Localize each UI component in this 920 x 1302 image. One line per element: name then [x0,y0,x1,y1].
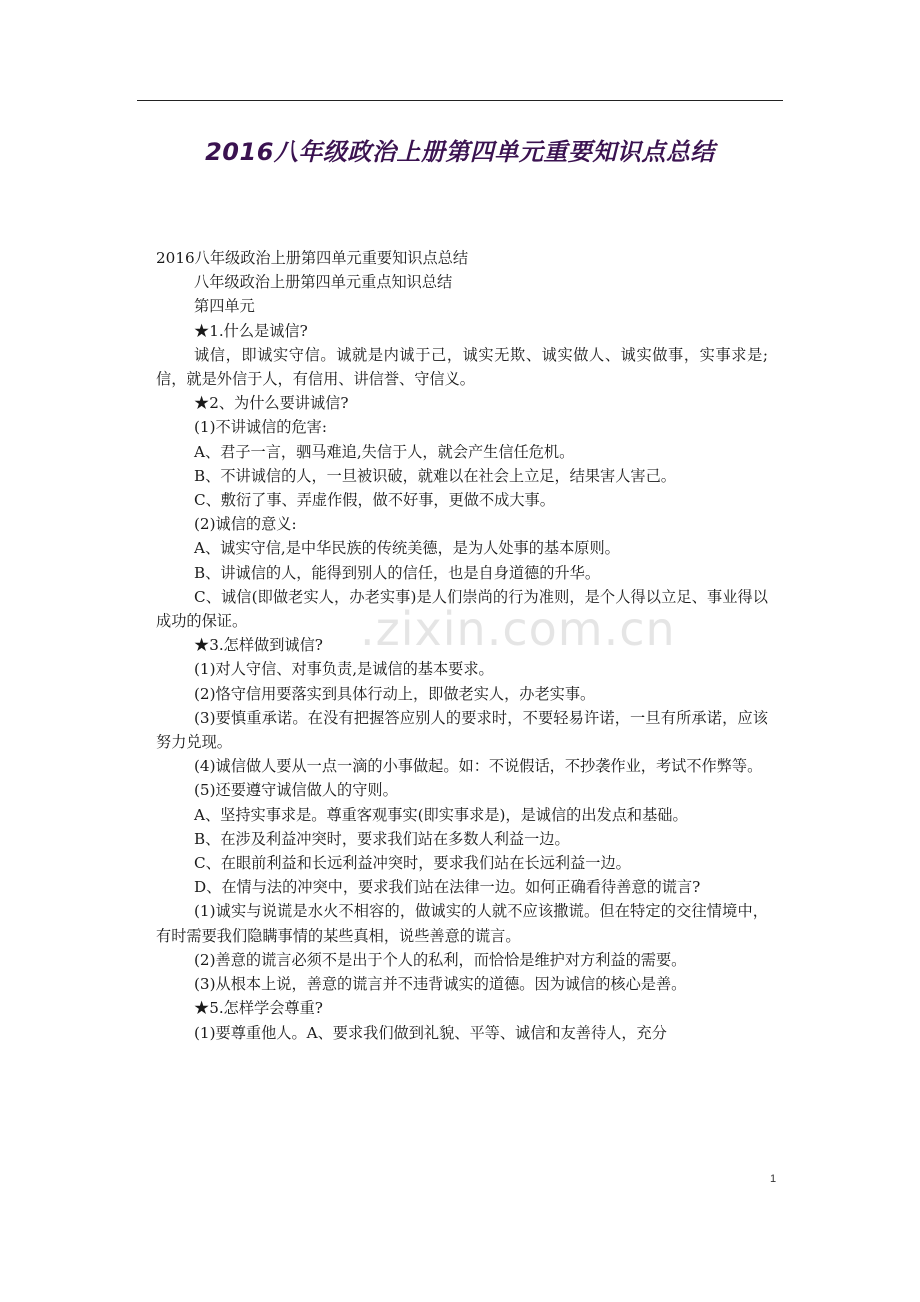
paragraph: (1)诚实与说谎是水火不相容的，做诚实的人就不应该撒谎。但在特定的交往情境中，有时需要我们隐瞒事情的某些真相，说些善意的谎言。 [156,902,768,945]
paragraph: 诚信，即诚实守信。诚就是内诚于己，诚实无欺、诚实做人、诚实做事，实事求是;信，就是外信于人，有信用、讲信誉、守信义。 [156,345,768,389]
paragraph: (4)诚信做人要从一点一滴的小事做起。如：不说假话，不抄袭作业，考试不作弊等。 [194,757,763,776]
header-rule [137,100,783,101]
paragraph: (2)善意的谎言必须不是出于个人的私利，而恰恰是维护对方利益的需要。 [194,950,687,969]
paragraph: (2)恪守信用要落实到具体行动上，即做老实人，办老实事。 [194,684,596,703]
paragraph: ★2、为什么要讲诚信? [194,394,349,413]
paragraph: (2)诚信的意义: [194,515,297,534]
paragraph: ★3.怎样做到诚信? [194,636,323,655]
paragraph: (3)要慎重承诺。在没有把握答应别人的要求时，不要轻易许诺，一旦有所承诺，应该努力兑现。 [156,708,768,752]
document-body [156,246,768,1045]
paragraph: (1)要尊重他人。A、要求我们做到礼貌、平等、诚信和友善待人，充分 [194,1023,667,1042]
paragraph: D、在情与法的冲突中，要求我们站在法律一边。如何正确看待善意的谎言? [194,878,701,897]
watermark: .zixin.com.cn [360,602,676,656]
paragraph: ★1.什么是诚信? [194,321,308,340]
paragraph: A、坚持实事求是。尊重客观事实(即实事求是)，是诚信的出发点和基础。 [194,805,688,824]
page-number: 1 [770,1173,777,1185]
paragraph: 第四单元 [194,297,255,316]
paragraph: (1)对人守信、对事负责,是诚信的基本要求。 [194,660,494,679]
paragraph: (3)从根本上说，善意的谎言并不违背诚实的道德。因为诚信的核心是善。 [194,975,687,994]
paragraph: B、不讲诚信的人，一旦被识破，就难以在社会上立足，结果害人害己。 [194,466,676,485]
paragraph: A、诚实守信,是中华民族的传统美德，是为人处事的基本原则。 [194,539,620,558]
paragraph: A、君子一言，驷马难追,失信于人，就会产生信任危机。 [194,442,575,461]
paragraph: (5)还要遵守诚信做人的守则。 [194,781,398,800]
paragraph: B、在涉及利益冲突时，要求我们站在多数人利益一边。 [194,829,570,848]
paragraph: 八年级政治上册第四单元重点知识总结 [194,273,453,292]
paragraph: 2016八年级政治上册第四单元重要知识点总结 [156,249,469,267]
paragraph: C、敷衍了事、弄虚作假，做不好事，更做不成大事。 [194,491,555,510]
paragraph: C、在眼前利益和长远利益冲突时，要求我们站在长远利益一边。 [194,854,631,873]
paragraph: ★5.怎样学会尊重? [194,999,323,1018]
paragraph: C、诚信(即做老实人，办老实事)是人们崇尚的行为准则，是个人得以立足、事业得以成功的保证。 [156,587,768,631]
document-title: 2016八年级政治上册第四单元重要知识点总结 [205,138,715,166]
paragraph: (1)不讲诚信的危害: [194,418,327,437]
paragraph: B、讲诚信的人，能得到别人的信任，也是自身道德的升华。 [194,563,601,582]
